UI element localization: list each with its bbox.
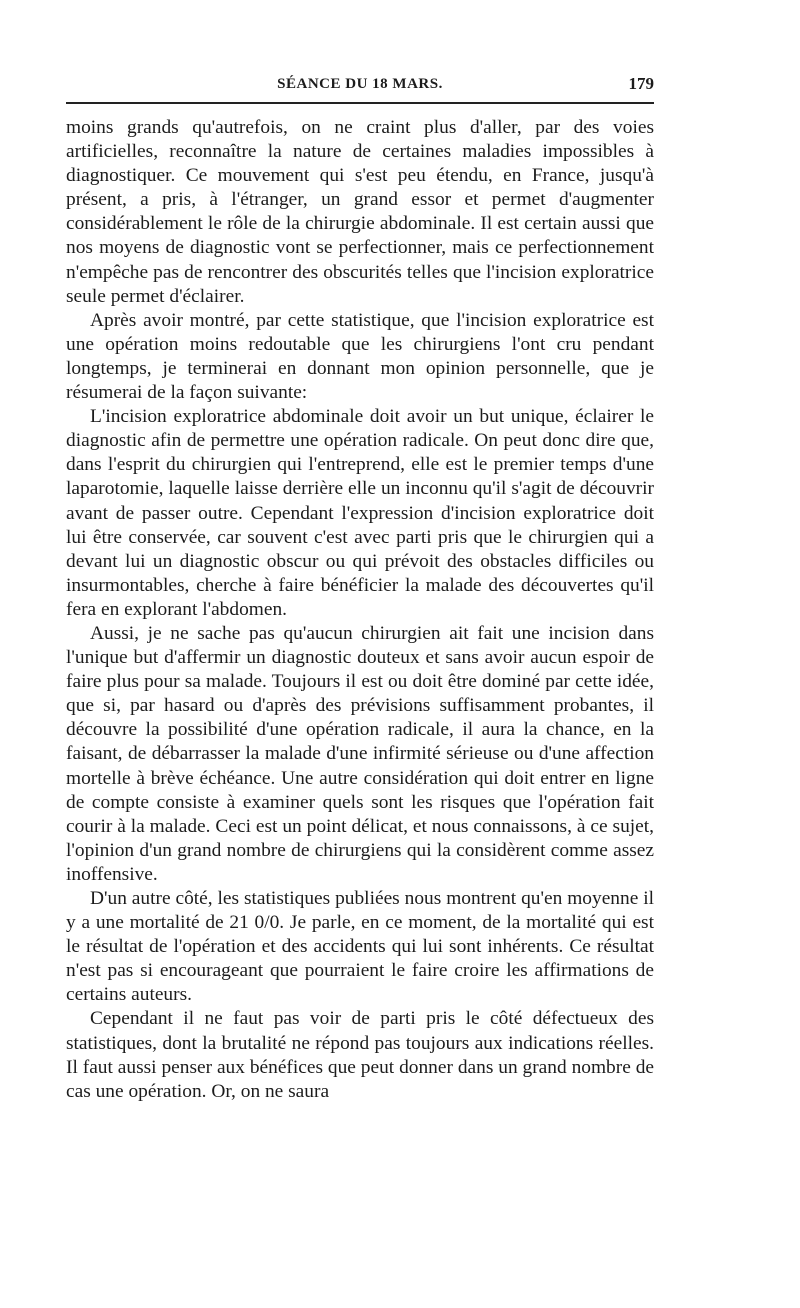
paragraph-6: Cependant il ne faut pas voir de parti pris le côté défectueux des statistiques, dont la brutalité ne répond pas toujours aux indications réelles. Il faut aussi penser aux bénéfices que peut donner dans un grand nombre de cas une opération. Or, on ne saura <box>66 1008 654 1102</box>
running-head <box>66 72 654 102</box>
body-text <box>66 116 654 1104</box>
paragraph-5: D'un autre côté, les statistiques publiées nous montrent qu'en moyenne il y a une mortalité de 21 0/0. Je parle, en ce moment, de la mortalité qui est le résultat de l'opération et des accidents qui lui sont inhérents. Ce résultat n'est pas si encourageant que pourraient le faire croire les affirmations de certains auteurs. <box>66 888 654 1006</box>
page-number: 179 <box>628 74 654 93</box>
paragraph-4: Aussi, je ne sache pas qu'aucun chirurgien ait fait une incision dans l'unique but d'affermir un diagnostic douteux et sans avoir aucun espoir de faire plus pour sa malade. Toujours il est ou doit être dominé par cette idée, que si, par hasard ou d'après des prévisions suffisamment probantes, il découvre la possibilité d'une opération radicale, il aura la chance, en la faisant, de débarrasser la malade d'une infirmité sérieuse ou d'une affection mortelle à brève échéance. Une autre considération qui doit entrer en ligne de compte consiste à examiner quels sont les risques que l'opération fait courir à la malade. Ceci est un point délicat, et nous connaissons, à ce sujet, l'opinion d'un grand nombre de chirurgiens qui la considèrent comme assez inoffensive. <box>66 622 654 885</box>
header-rule <box>66 102 654 104</box>
paragraph-3: L'incision exploratrice abdominale doit avoir un but unique, éclairer le diagnostic afin de permettre une opération radicale. On peut donc dire que, dans l'esprit du chirurgien qui l'entreprend, elle est le premier temps d'une laparotomie, laquelle laisse derrière elle un inconnu qu'il s'agit de découvrir avant de passer outre. Cependant l'expression d'incision exploratrice doit lui être conservée, car souvent c'est avec parti pris que le chirurgien qui a devant lui un diagnostic obscur ou qui prévoit des obstacles difficiles ou insurmontables, cherche à faire bénéficier la malade des découvertes qu'il fera en explorant l'abdomen. <box>66 406 654 620</box>
running-title: SÉANCE DU 18 MARS. <box>277 76 443 92</box>
paragraph-2: Après avoir montré, par cette statistique, que l'incision exploratrice est une opération moins redoutable que les chirurgiens l'ont cru pendant longtemps, je terminerai en donnant mon opinion personnelle, que je résumerai de la façon suivante: <box>66 309 654 404</box>
book-page <box>66 72 654 1104</box>
paragraph-1: moins grands qu'autrefois, on ne craint plus d'aller, par des voies artificielles, reconnaître la nature de certaines maladies impossibles à diagnostiquer. Ce mouvement qui s'est peu étendu, en France, jusqu'à présent, a pris, à l'étranger, un grand essor et permet d'augmenter considérablement le rôle de la chirurgie abdominale. Il est certain aussi que nos moyens de diagnostic vont se perfectionner, mais ce perfectionnement n'empêche pas de rencontrer des obscurités telles que l'incision exploratrice seule permet d'éclairer. <box>66 117 654 307</box>
